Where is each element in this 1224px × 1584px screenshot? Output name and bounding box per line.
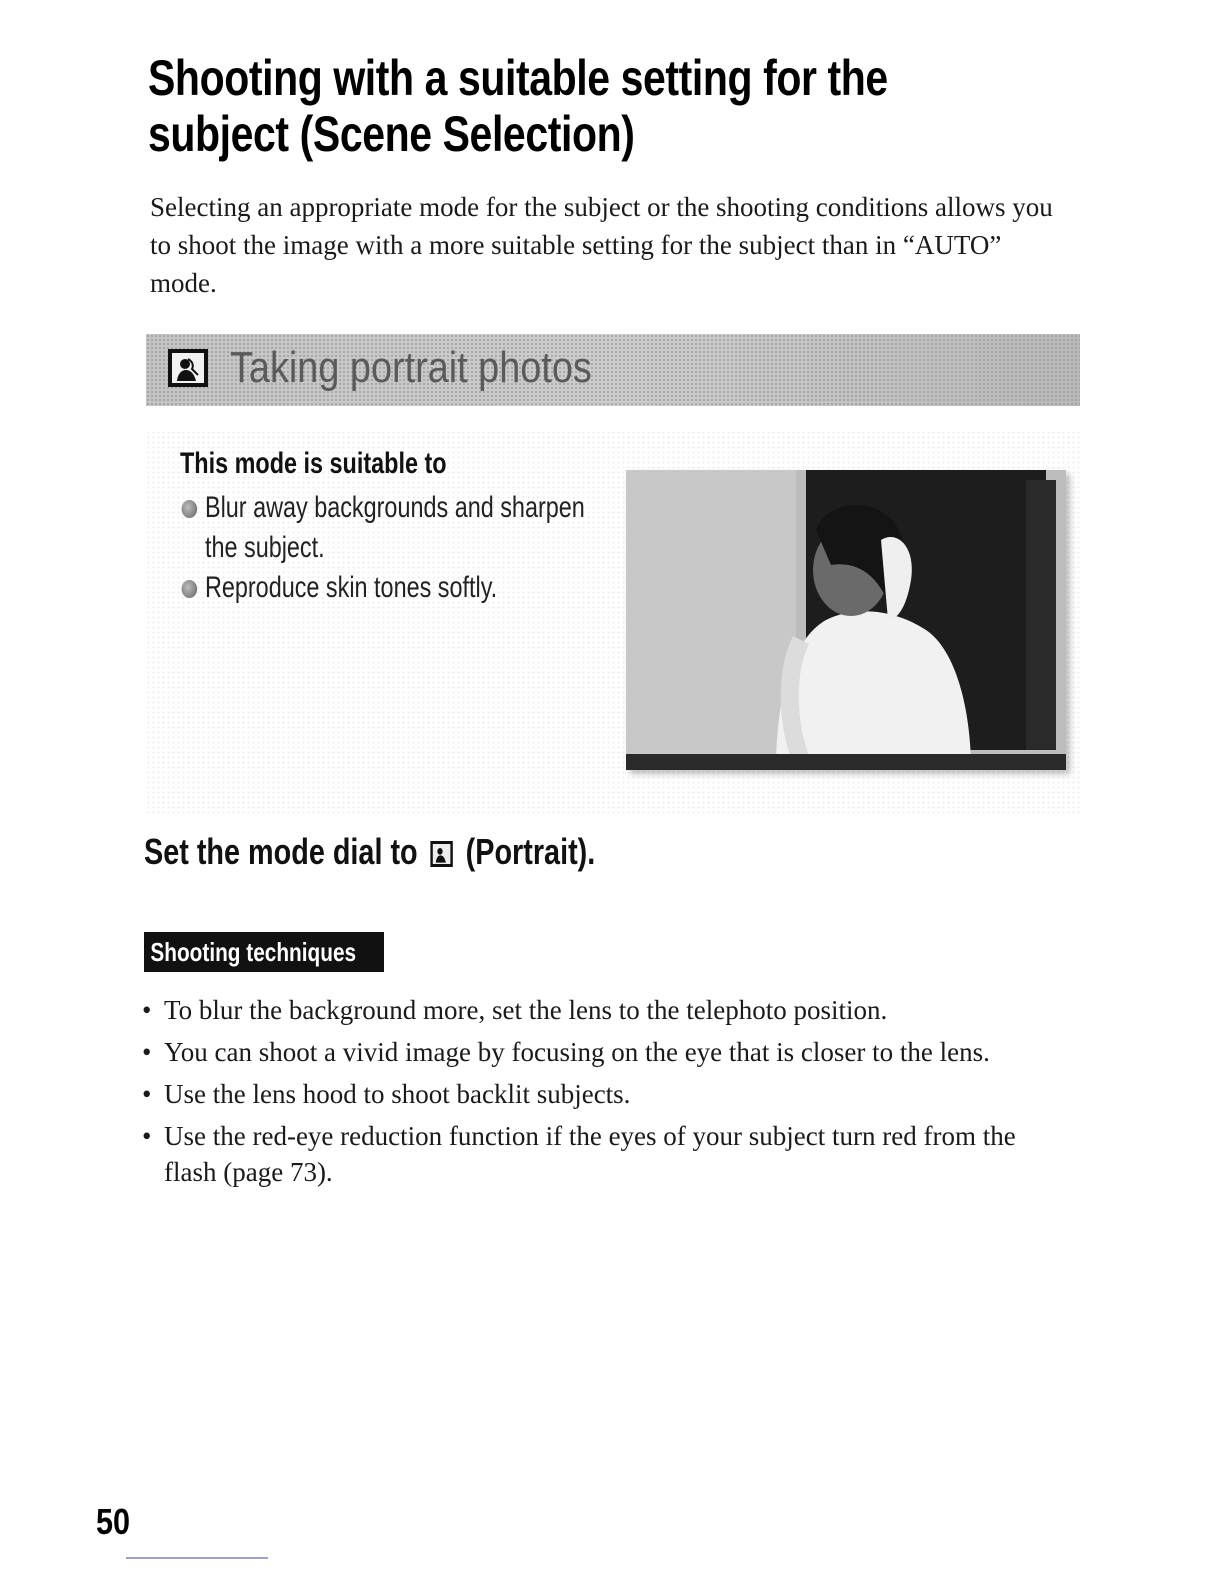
intro-paragraph: Selecting an appropriate mode for the subject or the shooting conditions allows you to shoot the image with a more suitable setting for the subject than in “AUTO” mode.	[150, 192, 1053, 298]
footer-divider	[126, 1557, 268, 1559]
list-item-text: Blur away backgrounds and sharpen the subject.	[204, 491, 585, 564]
list-item: • You can shoot a vivid image by focusing on the eye that is closer to the lens.	[142, 1034, 1062, 1070]
portrait-mode-icon	[430, 841, 452, 867]
list-item: • To blur the background more, set the lens to the telephoto position.	[142, 992, 1062, 1028]
list-item-text: Reproduce skin tones softly.	[204, 571, 498, 604]
suitable-list	[180, 488, 601, 608]
techniques-list	[142, 992, 1062, 1196]
step-text-prefix: Set the mode dial to	[144, 831, 418, 872]
portrait-info-panel	[146, 430, 1080, 815]
step-text-suffix: (Portrait).	[465, 831, 596, 872]
suitable-heading: This mode is suitable to	[180, 447, 447, 480]
section-banner	[146, 334, 1080, 406]
bullet-icon	[182, 580, 198, 598]
bullet-icon	[182, 500, 198, 518]
portrait-photo	[626, 470, 1066, 770]
page-number: 50	[96, 1501, 131, 1542]
step-instruction	[144, 828, 595, 876]
shooting-techniques-text: Shooting techniques	[150, 937, 357, 967]
list-item: • Use the red-eye reduction function if the eyes of your subject turn red from the flash (page 73).	[142, 1118, 1062, 1190]
page-title: Shooting with a suitable setting for the subject (Scene Selection)	[148, 50, 888, 162]
list-item: • Use the lens hood to shoot backlit subjects.	[142, 1076, 1062, 1112]
portrait-mode-icon	[168, 349, 208, 387]
section-heading: Taking portrait photos	[230, 343, 592, 392]
list-item	[180, 568, 618, 608]
shooting-techniques-label	[144, 932, 384, 972]
list-item	[180, 488, 618, 568]
